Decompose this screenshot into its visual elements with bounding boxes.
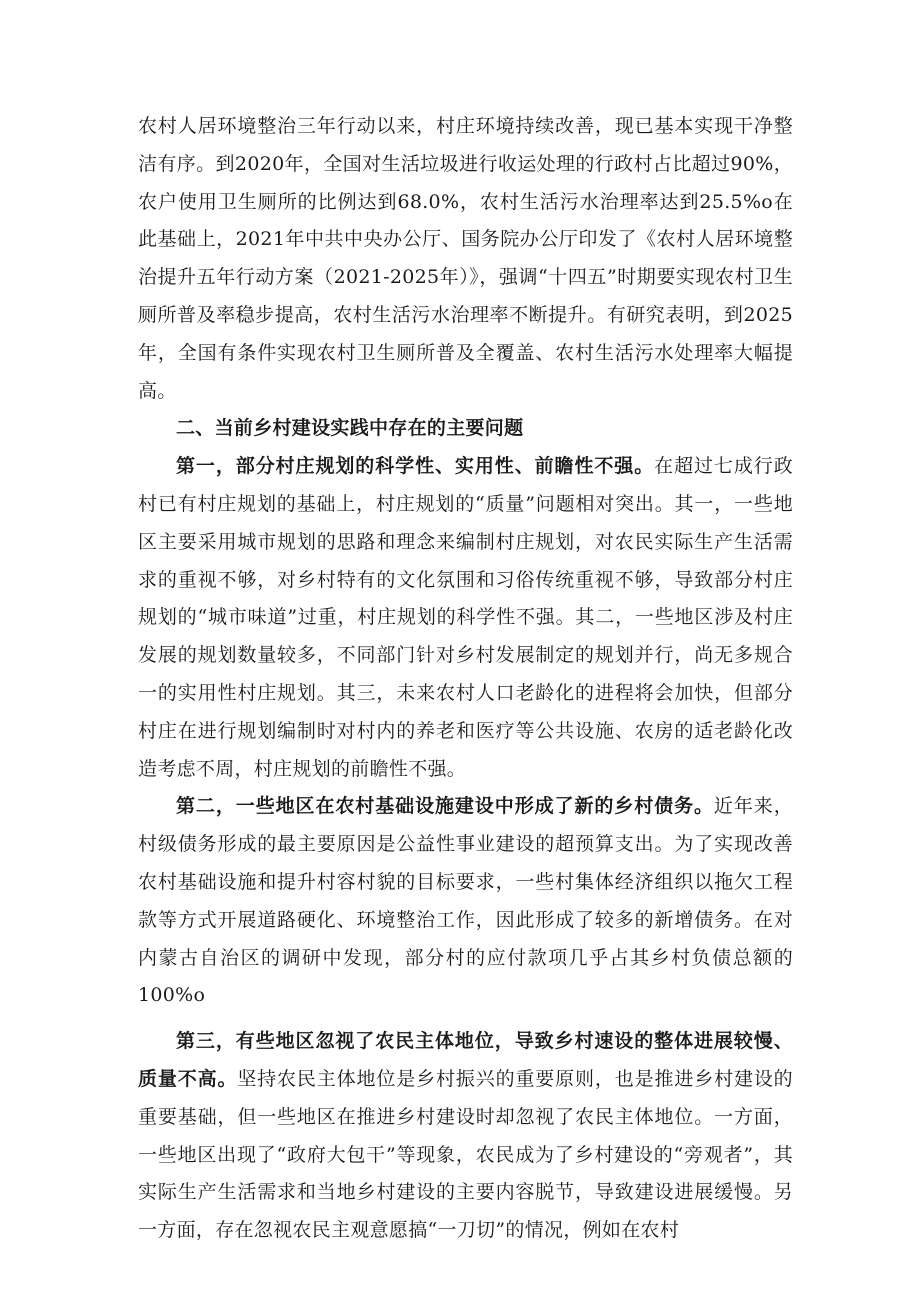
document-page (138, 108, 793, 1250)
paragraph-village-planning (138, 448, 793, 788)
paragraph-text: 农村人居环境整治三年行动以来，村庄环境持续改善，现已基本实现干净整洁有序。到2020年，全国对生活垃圾进行收运处理的行政村占比超过90%，农户使用卫生厕所的比例达到68.0%，农村生活污水治理率达到25.5%o在此基础上，2021年中共中央办公厅、国务院办公厅印发了《农村人居环境整治提升五年行动方案（2021-2025年）》，强调“十四五”时期要实现农村卫生厕所普及率稳步提高，农村生活污水治理率不断提升。有研究表明，到2025年，全国有条件实现农村卫生厕所普及全覆盖、农村生活污水处理率大幅提高。 (138, 115, 793, 402)
paragraph-rural-environment (138, 108, 793, 410)
paragraph-rural-debt (138, 788, 793, 1015)
paragraph-text: 近年来，村级债务形成的最主要原因是公益性事业建设的超预算支出。为了实现改善农村基础设施和提升村容村貌的目标要求，一些村集体经济组织以拖欠工程款等方式开展道路硬化、环境整治工作，因此形成了较多的新增债务。在对内蒙古自治区的调研中发现，部分村的应付款项几乎占其乡村负债总额的100%o (138, 795, 793, 1007)
paragraph-lead: 第三，有些地区忽视了农民主体地位，导致乡村速设的整体进展较慢、质量不高。 (138, 1030, 793, 1090)
paragraph-text: 在超过七成行政村已有村庄规划的基础上，村庄规划的“质量”问题相对突出。其一，一些地区主要采用城市规划的思路和理念来编制村庄规划，对农民实际生产生活需求的重视不够，对乡村特有的文化氛围和习俗传统重视不够，导致部分村庄规划的“城市味道”过重，村庄规划的科学性不强。其二，一些地区涉及村庄发展的规划数量较多，不同部门针对乡村发展制定的规划并行，尚无多规合一的实用性村庄规划。其三，未来农村人口老龄化的进程将会加快，但部分村庄在进行规划编制时对村内的养老和医疗等公共设施、农房的适老龄化改造考虑不周，村庄规划的前瞻性不强。 (138, 455, 793, 780)
section-heading: 二、当前乡村建设实践中存在的主要问题 (176, 417, 524, 440)
paragraph-lead: 第二，一些地区在农村基础设施建设中形成了新的乡村债务。 (176, 795, 714, 818)
paragraph-text: 坚持农民主体地位是乡村振兴的重要原则，也是推进乡村建设的重要基础，但一些地区在推进乡村建设时却忽视了农民主体地位。一方面，一些地区出现了“政府大包干”等现象，农民成为了乡村建设的“旁观者”，其实际生产生活需求和当地乡村建设的主要内容脱节，导致建设进展缓慢。另一方面，存在忽视农民主观意愿搞“一刀切”的情况，例如在农村 (138, 1067, 793, 1242)
paragraph-farmer-status (138, 1023, 793, 1250)
paragraph-lead: 第一，部分村庄规划的科学性、实用性、前瞻性不强。 (176, 455, 655, 478)
